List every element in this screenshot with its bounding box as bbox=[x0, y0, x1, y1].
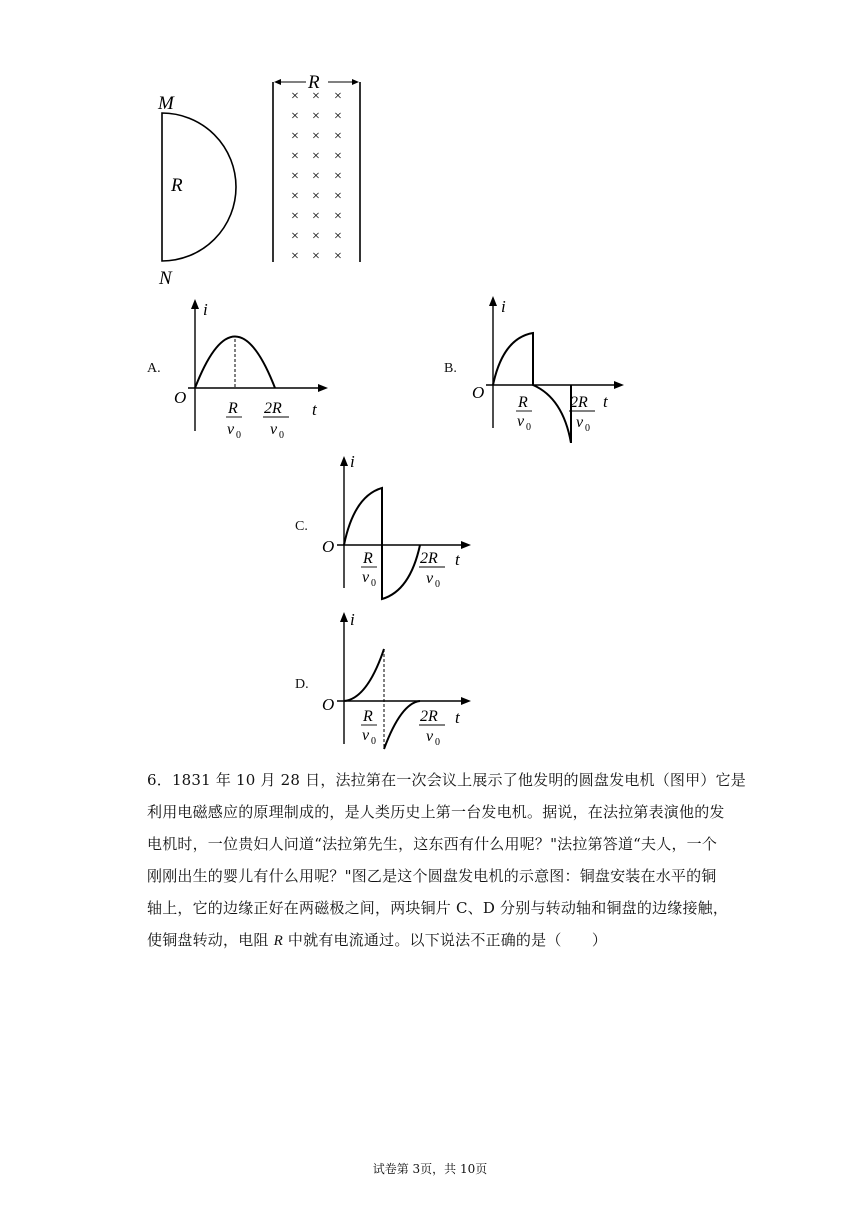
field-cross: × bbox=[312, 109, 320, 124]
option-c-x-label: t bbox=[455, 550, 460, 569]
option-d-origin: O bbox=[322, 695, 335, 714]
option-b-tick2-den: v bbox=[576, 414, 584, 431]
option-d-letter[interactable]: D. bbox=[295, 677, 309, 692]
option-c-tick2-num: 2R bbox=[420, 550, 438, 567]
label-n: N bbox=[159, 268, 172, 289]
option-c-tick2-den: v bbox=[426, 570, 434, 587]
question-6-line-4: 刚刚出生的婴儿有什么用呢？"图乙是这个圆盘发电机的示意图：铜盘安装在水平的铜 bbox=[147, 867, 717, 885]
field-cross: × bbox=[334, 129, 342, 144]
option-d-tick1-sub: 0 bbox=[371, 736, 376, 747]
field-cross: × bbox=[312, 149, 320, 164]
option-b-x-label: t bbox=[603, 392, 608, 411]
option-a-tick1-num: R bbox=[228, 400, 238, 417]
option-c-tick2-sub: 0 bbox=[435, 579, 440, 590]
question-6-text bbox=[147, 764, 746, 957]
width-arrow-right bbox=[352, 79, 359, 85]
question-6-line-6-end: 中就有电流通过。以下说法不正确的是（ ） bbox=[282, 931, 608, 949]
field-cross: × bbox=[291, 229, 299, 244]
option-a-tick2-sub: 0 bbox=[279, 430, 284, 441]
option-d-tick2-sub: 0 bbox=[435, 737, 440, 748]
field-cross: × bbox=[312, 189, 320, 204]
field-cross: × bbox=[334, 209, 342, 224]
field-cross: × bbox=[291, 189, 299, 204]
option-c-origin: O bbox=[322, 537, 335, 556]
question-6-line-3: 电机时，一位贵妇人问道“法拉第先生，这东西有什么用呢？"法拉第答道“夫人，一个 bbox=[147, 835, 718, 853]
option-a-tick1-sub: 0 bbox=[236, 430, 241, 441]
option-b-tick1-den: v bbox=[517, 413, 525, 430]
option-a-origin: O bbox=[174, 388, 187, 407]
option-b-origin: O bbox=[472, 383, 485, 402]
field-cross: × bbox=[334, 109, 342, 124]
magnetic-field-crosses bbox=[291, 89, 342, 264]
field-cross: × bbox=[291, 129, 299, 144]
field-cross: × bbox=[334, 149, 342, 164]
option-d-curve-positive bbox=[344, 649, 384, 701]
option-d-tick2-num: 2R bbox=[420, 708, 438, 725]
option-c-tick1-sub: 0 bbox=[371, 578, 376, 589]
option-d-tick1-num: R bbox=[363, 708, 373, 725]
field-cross: × bbox=[334, 229, 342, 244]
field-cross: × bbox=[312, 169, 320, 184]
field-cross: × bbox=[312, 89, 320, 104]
option-b-graph[interactable] bbox=[466, 293, 636, 443]
option-b-tick1-num: R bbox=[518, 394, 528, 411]
field-cross: × bbox=[291, 89, 299, 104]
option-a-y-label: i bbox=[203, 300, 208, 319]
option-d-curve-negative bbox=[384, 701, 420, 749]
page-footer: 试卷第 3页，共 10页 bbox=[372, 1162, 488, 1176]
option-b-tick2-sub: 0 bbox=[585, 423, 590, 434]
width-arrow-left bbox=[274, 79, 281, 85]
option-b-tick1-sub: 0 bbox=[526, 422, 531, 433]
question-6-line-5: 轴上，它的边缘正好在两磁极之间，两块铜片 C、D 分别与转动轴和铜盘的边缘接触， bbox=[147, 899, 729, 917]
label-radius-r: R bbox=[171, 175, 183, 196]
option-a-tick2-num: 2R bbox=[264, 400, 282, 417]
option-a-graph[interactable] bbox=[168, 296, 338, 446]
field-cross: × bbox=[291, 209, 299, 224]
field-cross: × bbox=[291, 149, 299, 164]
option-c-curve bbox=[344, 488, 420, 599]
option-c-tick1-den: v bbox=[362, 569, 370, 586]
option-a-letter[interactable]: A. bbox=[147, 361, 161, 376]
field-cross: × bbox=[312, 129, 320, 144]
option-d-x-label: t bbox=[455, 708, 460, 727]
field-cross: × bbox=[312, 229, 320, 244]
field-cross: × bbox=[312, 209, 320, 224]
option-d-tick1-den: v bbox=[362, 727, 370, 744]
label-m: M bbox=[158, 93, 174, 114]
field-cross: × bbox=[291, 249, 299, 264]
semicircle-field-figure bbox=[150, 70, 380, 290]
field-cross: × bbox=[312, 249, 320, 264]
field-cross: × bbox=[334, 89, 342, 104]
option-b-y-label: i bbox=[501, 297, 506, 316]
resistor-r-symbol: R bbox=[273, 933, 283, 949]
option-b-letter[interactable]: B. bbox=[444, 361, 457, 376]
option-c-graph[interactable] bbox=[317, 453, 487, 603]
option-a-tick1-den: v bbox=[227, 421, 235, 438]
option-d-tick2-den: v bbox=[426, 728, 434, 745]
option-b-curve bbox=[493, 333, 571, 443]
label-field-width-r: R bbox=[308, 72, 320, 93]
option-d-y-label: i bbox=[350, 610, 355, 629]
option-c-letter[interactable]: C. bbox=[295, 519, 308, 534]
option-a-tick2-den: v bbox=[270, 421, 278, 438]
option-c-tick1-num: R bbox=[363, 550, 373, 567]
option-a-x-label: t bbox=[312, 400, 317, 419]
field-cross: × bbox=[334, 249, 342, 264]
question-6-line-6 bbox=[147, 924, 727, 957]
question-6-line-2: 利用电磁感应的原理制成的，是人类历史上第一台发电机。据说，在法拉第表演他的发 bbox=[147, 803, 725, 821]
field-cross: × bbox=[334, 189, 342, 204]
field-cross: × bbox=[291, 169, 299, 184]
field-cross: × bbox=[291, 109, 299, 124]
option-c-y-label: i bbox=[350, 453, 355, 471]
field-cross: × bbox=[334, 169, 342, 184]
question-6-line-6-start: 使铜盘转动，电阻 bbox=[147, 931, 274, 949]
option-b-tick2-num: 2R bbox=[570, 394, 588, 411]
question-6-line-1: 6．1831 年 10 月 28 日，法拉第在一次会议上展示了他发明的圆盘发电机（图甲）它是 bbox=[147, 771, 746, 789]
option-d-graph[interactable] bbox=[317, 609, 487, 759]
